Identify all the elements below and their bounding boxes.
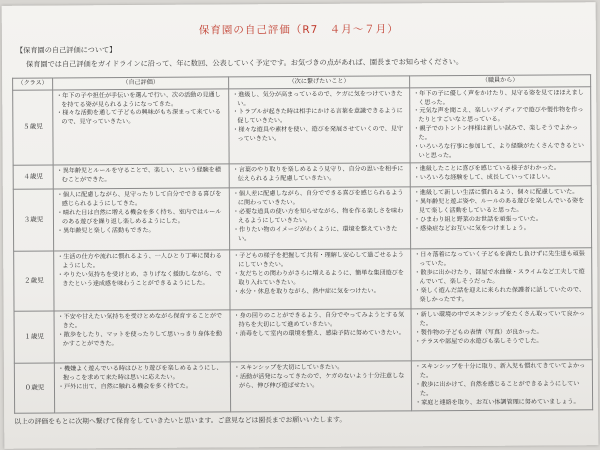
footer-note: 以上の評価をもとに次期へ繋げて保育をしていきたいと思います。ご意見などは園長までお願いいたします。 — [14, 415, 347, 426]
comment-item: ・ スキンシップを大切にしていきたい。 — [234, 364, 408, 374]
header-self-evaluation: （自己評価） — [53, 77, 229, 90]
staff-comments-cell — [411, 360, 592, 411]
self-evaluation-cell — [53, 164, 229, 189]
comment-item: ・ 進級して新しい生活に慣れるよう、個々に配慮していた。 — [414, 189, 588, 199]
comment-item: ・ 友だちとの関わりがさらに増えるように、簡単な集団遊びを取り入れていきたい。 — [233, 269, 407, 288]
title-prefix: 保育園の自己評価 — [198, 24, 291, 37]
evaluation-table — [12, 74, 593, 414]
staff-comments-cell — [410, 162, 591, 187]
title-period: （R7 ４月～７月） — [290, 23, 399, 37]
table-body — [13, 87, 593, 414]
comment-item: ・ 異年齢児と楽しく活動もできた。 — [57, 226, 226, 236]
comment-item: ・ 晴れた日は自然に増える機会を多く持ち、室内ではルールのある遊びを繰り返し楽しめるようにした。 — [57, 209, 226, 228]
comment-item: ・ 個人差に配慮しながら、自分でできる喜びを感じられるように関わっていきたい。 — [233, 190, 407, 209]
comment-item: ・ 作りたい物のイメージがわくように、環境を整えていきたい。 — [233, 225, 407, 244]
staff-comments-cell — [410, 186, 591, 249]
staff-comments-cell — [411, 308, 592, 361]
table-row — [14, 308, 592, 364]
staff-comments-cell — [411, 248, 592, 309]
staff-comments-cell — [410, 87, 591, 164]
class-cell: ５歳児 — [13, 90, 53, 166]
class-cell: ４歳児 — [13, 165, 53, 189]
comment-item: ・ 必要な道具の使い方を知らせながら、物を作る楽しさを味わえるようにしていきたい。 — [233, 207, 407, 226]
comment-item: ・ 散歩に出かけて、自然を感じることができるようにしていた。 — [415, 380, 589, 399]
comment-item: ・ 製作物の子どもの表情（写真）が良かった。 — [415, 328, 589, 338]
comment-item: ・ いろいろな行事に参加して、より経験がたくさんできるといいと思った。 — [413, 142, 587, 161]
comment-item: ・ テラスや部屋での水遊びも楽しそうでした。 — [415, 337, 589, 347]
document-title — [2, 20, 596, 39]
header-next-goals: （次に繋げたいこと） — [229, 76, 410, 89]
next-goals-cell — [229, 187, 410, 250]
comment-item: ・ 散歩に出かけたり、部屋で水曲線・スライムなど工夫して遊んでいて、楽しそうだった。 — [414, 268, 588, 287]
table-row — [13, 186, 591, 252]
table-row — [13, 162, 591, 190]
comment-item: ・ 様々な遊具や素材を使い、遊びを発展させていくので、見守っていきたい。 — [232, 125, 406, 144]
comment-item: ・ 家庭と連絡を取り、お互い体調管理に努めていましょう。 — [415, 398, 589, 408]
comment-item: ・ 散歩をしたり、マットを使ったりして思いっきり身体を動かすことができた。 — [58, 331, 227, 350]
comment-item: ・ 言葉のやり取りを楽しめるよう見守り、自分の思いを相手に伝えられるよう配慮していきたい。 — [233, 166, 407, 185]
comment-item: ・ いろいろな経験をして、成長していってほしい。 — [414, 174, 588, 184]
self-evaluation-cell — [54, 250, 230, 311]
self-evaluation-cell — [53, 188, 229, 251]
next-goals-cell — [229, 163, 410, 188]
header-staff-comments: （職員から） — [410, 75, 591, 88]
class-cell: ０歳児 — [14, 363, 54, 413]
comment-item: ・ 異年齢児とルールを守ることで、楽しい、という経験を積むことができた。 — [57, 167, 226, 186]
comment-item: ・ 進級したことに喜びを感じている様子がわかった。 — [414, 165, 588, 175]
comment-item: ・ 日々落着になっていく子どもを満たし負けずに先生達も頑張っていた。 — [414, 251, 588, 270]
comment-item: ・ 新しい環境の中でスキンシップをたくさん取っていて良かった。 — [415, 311, 589, 330]
comment-item: ・ やりたい気持ちを受けとめ、さりげなく援助しながら、できたという達成感を味わうことができるようにした。 — [57, 271, 226, 290]
comment-item: ・ 親子でのトントン拝様は新しい試みで、楽しそうでよかった。 — [413, 124, 587, 143]
table-row — [13, 87, 591, 166]
document-paper — [2, 2, 599, 449]
table-row — [14, 248, 592, 312]
comment-item: ・ 進級し、気分が高まっているので、ケガに気をつけていきたい。 — [232, 90, 406, 109]
next-goals-cell — [230, 361, 411, 412]
self-evaluation-cell — [54, 362, 230, 413]
comment-item: ・ スキンシップを十分に取り、新入児も慣れてきていてよかった。 — [415, 363, 589, 382]
comment-item: ・ 年下の子に優しく声をかけたり、見守る姿を見てほほえましく思った。 — [413, 89, 587, 108]
comment-item: ・ 水分・休息を取りながら、熱中症に気をつけたい。 — [233, 287, 407, 297]
comment-item: ・ 元気な声を聞こえ、楽しいアイディアで遊びや製作物を作ったりとすごいなと思っている。 — [413, 107, 587, 126]
intro-text: 保育園では自己評価をガイドラインに沿って、年に数回、公表していく予定です。お気づきの点があれば、園長までお知らせください。 — [25, 57, 464, 69]
comment-item: ・ 異年齢児と遊ぶ姿や、ルールのある遊びを楽しんでいる姿を見て楽しく活動をしていると思った。 — [414, 198, 588, 217]
comment-item: ・ 楽しく遊んだ話を迎えに来られた保護者に話していたので、楽しかったです。 — [414, 286, 588, 305]
next-goals-cell — [230, 309, 411, 362]
comment-item: ・ 感染症などお互いに気をつけましょう。 — [414, 224, 588, 234]
next-goals-cell — [229, 88, 410, 165]
comment-item: ・ 様々な活動を通して子どもの興味がもち深まって来ているので、見守っていきたい。 — [56, 109, 225, 128]
comment-item: ・ 身の回りのことができるよう、自分でやってみようとする気持ちを大切にして進めていきたい。 — [234, 312, 408, 331]
section-heading: 【保育園の自己評価について】 — [15, 45, 117, 55]
class-cell: ３歳児 — [13, 189, 53, 251]
comment-item: ・ トラブルが起きた時は相手にかける言葉を意識できるように促していきたい。 — [232, 108, 406, 127]
comment-item: ・ 活動が活発になってきたので、ケガのないよう十分注意しながら、伸び伸び遊ばせたい。 — [234, 373, 408, 392]
comment-item: ・ 消毒をして室内の環境を整え、感染予防に努めていきたい。 — [234, 329, 408, 339]
comment-item: ・ 機嫌よく遊んでいる時はひとり遊びを楽しめるようにし、抱っこを求めて来た時は思いに応えたい。 — [58, 365, 227, 384]
self-evaluation-cell — [54, 310, 230, 363]
comment-item: ・ 個人に配慮しながら、見守ったりして自分でできる喜びを感じられるようにしてきた。 — [57, 191, 226, 210]
class-cell: １歳児 — [14, 311, 54, 363]
comment-item: ・ 年下の子や担任が手伝いを選んで行い、次の活動の見通しを持てる姿が見られるようになってきた。 — [56, 91, 225, 110]
comment-item: ・ 生活の仕方や流れに慣れるよう、一人ひとり丁寧に関わるようにした。 — [57, 253, 226, 272]
comment-item: ・ ひまわり組と野菜のお世話を頑張っていた。 — [414, 215, 588, 225]
comment-item: ・ 不安や甘えたい気持ちを受けとめながら保育することができた。 — [58, 313, 227, 332]
header-class: （クラス） — [13, 78, 53, 90]
comment-item: ・ 戸外に出て、自然に触れる機会を多く持てた。 — [58, 383, 227, 393]
comment-item: ・ 子どもの様子を把握して共有・理解し安心して過ごせるようにしていきたい。 — [233, 252, 407, 271]
self-evaluation-cell — [53, 89, 229, 166]
table-row — [14, 360, 592, 414]
next-goals-cell — [230, 249, 411, 310]
class-cell: ２歳児 — [14, 251, 54, 311]
